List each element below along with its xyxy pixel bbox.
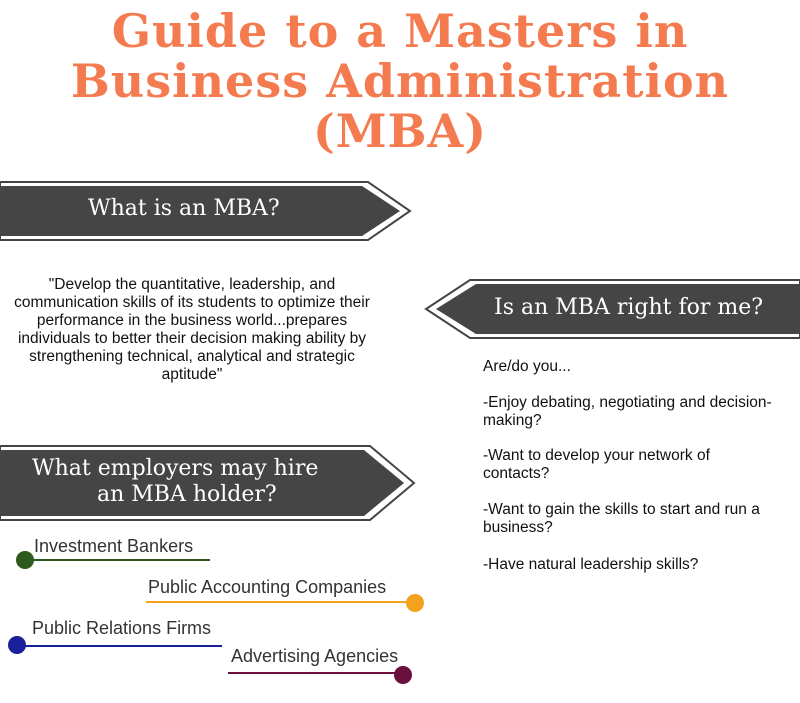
- right-for-me-item: -Want to gain the skills to start and run a business?: [483, 501, 760, 536]
- employer-line: [18, 645, 222, 647]
- employer-dot: [394, 666, 412, 684]
- title-line-1: Guide to a Masters in: [111, 4, 689, 58]
- employer-dot: [406, 594, 424, 612]
- right-for-me-item: -Enjoy debating, negotiating and decision-making?: [483, 394, 772, 429]
- employers-heading-line-2: an MBA holder?: [97, 482, 277, 507]
- employers-heading-line-1: What employers may hire: [32, 456, 319, 481]
- employer-dot: [16, 551, 34, 569]
- right-for-me-banner: [418, 278, 800, 340]
- right-for-me-heading: Is an MBA right for me?: [494, 295, 764, 320]
- employer-label: Public Accounting Companies: [148, 577, 387, 597]
- right-for-me-intro: Are/do you...: [483, 358, 571, 375]
- what-is-mba-banner: [0, 180, 420, 242]
- employer-line: [146, 601, 414, 603]
- page-title: [0, 6, 800, 156]
- employer-label: Public Relations Firms: [32, 618, 212, 638]
- title-line-2: Business Administration: [70, 54, 730, 108]
- employer-label: Advertising Agencies: [231, 646, 399, 666]
- employer-dot: [8, 636, 26, 654]
- title-line-3: (MBA): [312, 104, 488, 158]
- what-is-mba-heading: What is an MBA?: [88, 196, 280, 221]
- employer-line: [24, 559, 210, 561]
- employer-line: [228, 672, 406, 674]
- right-for-me-item: -Want to develop your network of contacts?: [483, 447, 710, 482]
- mba-definition-quote: "Develop the quantitative, leadership, and communication skills of its students to optimize their performance in the business world...prepares individuals to better their decision making ability by strengthening technical, analytical and strategic aptitude": [14, 276, 370, 383]
- employers-banner: [0, 444, 420, 522]
- right-for-me-item: -Have natural leadership skills?: [483, 556, 699, 573]
- employer-label: Investment Bankers: [34, 536, 194, 556]
